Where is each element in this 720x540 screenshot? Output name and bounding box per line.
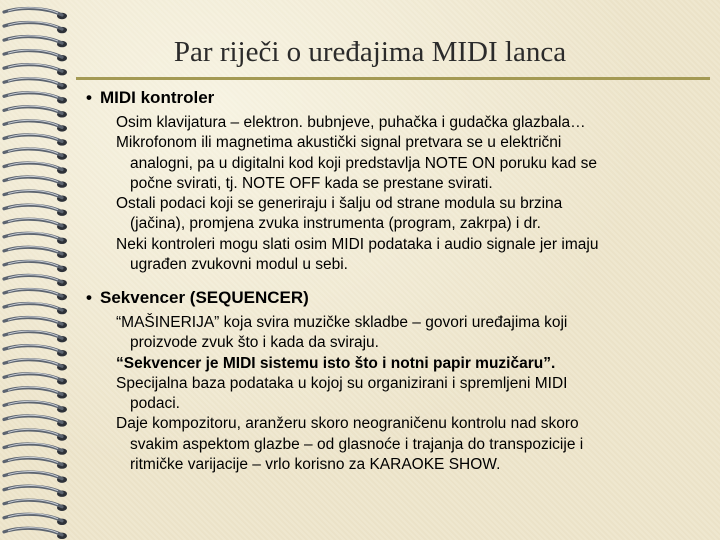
paragraph bbox=[116, 235, 696, 276]
paragraph-continuation-line: ugrađen zvukovni modul u sebi. bbox=[130, 256, 348, 274]
binding-ring bbox=[4, 22, 67, 33]
paragraph-continuation-line: analogni, pa u digitalni kod koji predstavlja NOTE ON poruku kad se bbox=[130, 154, 597, 172]
paragraph-line: Specijalna baza podataka u kojoj su organizirani i spremljeni MIDI bbox=[116, 374, 568, 392]
binding-ring bbox=[4, 429, 67, 440]
binding-ring bbox=[4, 457, 67, 468]
section-body-midi-kontroler bbox=[116, 113, 696, 275]
paragraph-line: “MAŠINERIJA” koja svira muzičke skladbe – govori uređajima koji bbox=[116, 314, 568, 331]
binding-ring bbox=[4, 500, 67, 511]
binding-ring bbox=[4, 401, 67, 412]
binding-ring bbox=[4, 92, 67, 103]
paragraph-line: Osim klavijatura – elektron. bubnjeve, puhačka i gudačka glazbala… bbox=[116, 114, 586, 131]
binding-ring bbox=[4, 345, 67, 356]
binding-ring bbox=[4, 387, 67, 398]
paragraph bbox=[116, 313, 696, 354]
paragraph-continuation-line: podaci. bbox=[130, 395, 180, 413]
binding-ring bbox=[4, 176, 67, 187]
paragraph-line: Ostali podaci koji se generiraju i šalju od strane modula su brzina bbox=[116, 195, 563, 213]
paragraph-continuation-line: proizvode zvuk što i kada da sviraju. bbox=[130, 334, 379, 352]
paragraph-line: Neki kontroleri mogu slati osim MIDI podataka i audio signale jer imaju bbox=[116, 235, 599, 253]
binding-ring bbox=[4, 373, 67, 384]
paragraph bbox=[116, 133, 696, 194]
section-body-sekvencer bbox=[116, 313, 696, 475]
binding-ring bbox=[4, 275, 67, 286]
binding-ring bbox=[4, 261, 67, 272]
binding-ring bbox=[4, 134, 67, 145]
paragraph bbox=[116, 374, 696, 415]
paragraph bbox=[116, 354, 696, 374]
paragraph-line: Daje kompozitoru, aranžeru skoro neograničenu kontrolu nad skoro bbox=[116, 415, 579, 433]
paragraph-continuation-line: (jačina), promjena zvuka instrumenta (program, zakrpa) i dr. bbox=[130, 215, 541, 233]
binding-ring bbox=[4, 415, 67, 426]
bullet-heading-sekvencer bbox=[86, 288, 309, 308]
bullet-heading-midi-kontroler bbox=[86, 88, 214, 108]
section-heading: MIDI kontroler bbox=[100, 88, 215, 107]
binding-ring bbox=[4, 247, 67, 258]
binding-ring bbox=[4, 148, 67, 159]
paragraph bbox=[116, 414, 696, 475]
section-heading: Sekvencer (SEQUENCER) bbox=[100, 288, 309, 307]
paragraph-continuation-line: počne svirati, tj. NOTE OFF kada se prestane svirati. bbox=[130, 174, 493, 192]
binding-ring bbox=[4, 303, 67, 314]
binding-ring bbox=[4, 317, 67, 328]
slide-title: Par riječi o uređajima MIDI lanca bbox=[173, 36, 567, 68]
binding-ring bbox=[4, 8, 67, 19]
title-divider bbox=[76, 77, 710, 80]
binding-ring bbox=[4, 528, 67, 539]
paragraph-continuation-line: ritmičke varijacije – vrlo korisno za KARAOKE SHOW. bbox=[130, 456, 501, 474]
bullet-dot: • bbox=[86, 88, 92, 107]
binding-ring bbox=[4, 36, 67, 47]
paragraph-line: “Sekvencer je MIDI sistemu isto što i notni papir muzičaru”. bbox=[116, 354, 556, 372]
binding-ring bbox=[4, 233, 67, 244]
binding-ring bbox=[4, 443, 67, 454]
binding-ring bbox=[4, 331, 67, 342]
paragraph-line: Mikrofonom ili magnetima akustički signal pretvara se u električni bbox=[116, 134, 562, 152]
paragraph-continuation-line: svakim aspektom glazbe – od glasnoće i trajanja do transpozicije i bbox=[130, 435, 584, 453]
binding-ring bbox=[4, 190, 67, 201]
binding-ring bbox=[4, 485, 67, 496]
binding-ring bbox=[4, 120, 67, 131]
paragraph bbox=[116, 194, 696, 235]
spiral-binding bbox=[0, 0, 70, 540]
binding-ring bbox=[4, 162, 67, 173]
binding-ring bbox=[4, 514, 67, 525]
binding-ring bbox=[4, 359, 67, 370]
binding-ring bbox=[4, 471, 67, 482]
binding-ring bbox=[4, 289, 67, 300]
binding-ring bbox=[4, 78, 67, 89]
binding-ring bbox=[4, 204, 67, 215]
binding-ring bbox=[4, 106, 67, 117]
paragraph bbox=[116, 113, 696, 133]
binding-ring bbox=[4, 219, 67, 230]
binding-ring bbox=[4, 64, 67, 75]
bullet-dot: • bbox=[86, 288, 92, 307]
binding-ring bbox=[4, 50, 67, 61]
